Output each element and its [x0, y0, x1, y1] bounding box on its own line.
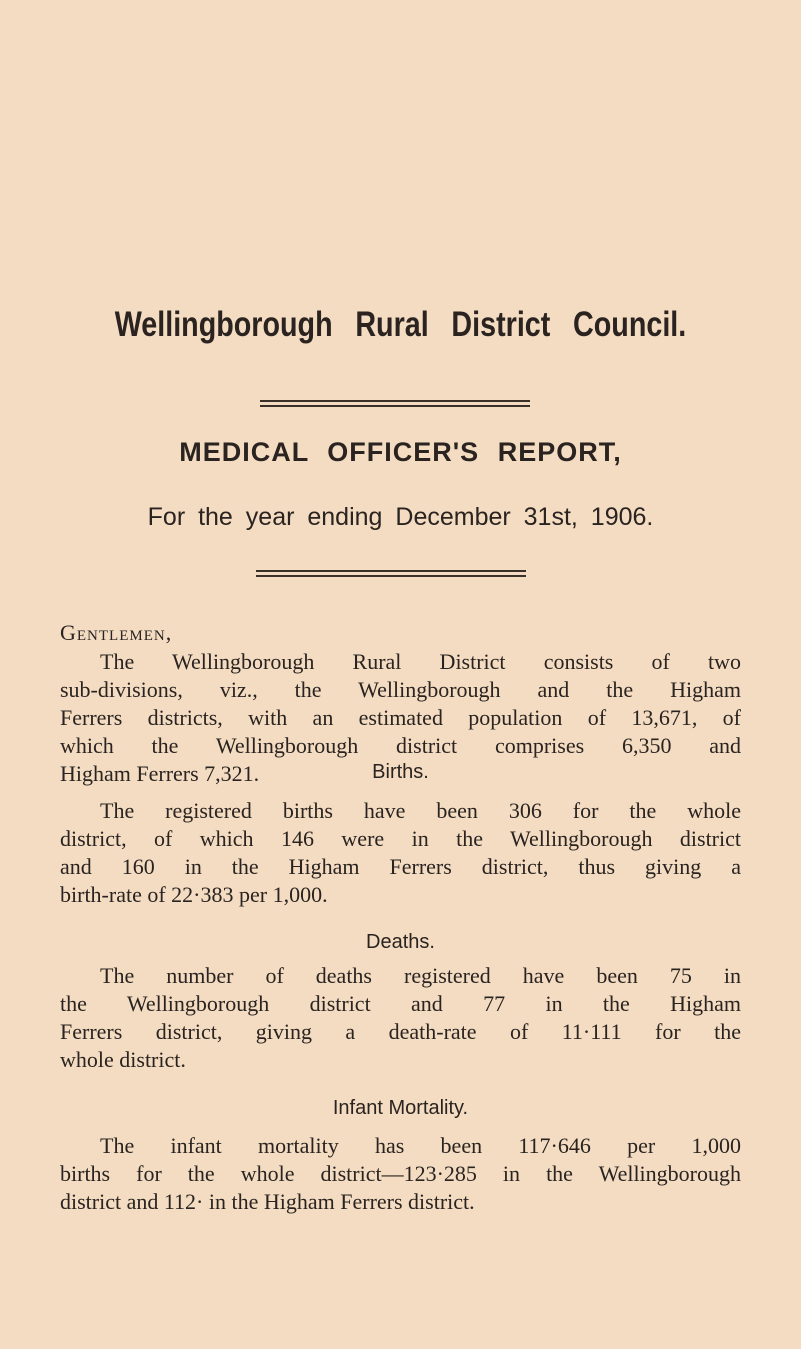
deaths-paragraph: [60, 962, 741, 1074]
salutation: Gentlemen,: [60, 620, 173, 645]
text-line: The registered births have been 306 for the whole: [100, 798, 741, 823]
text-line: which the Wellingborough district comprises 6,350 and: [60, 733, 741, 758]
text-line: The infant mortality has been 117·646 per 1,000: [100, 1133, 741, 1158]
text-line: The number of deaths registered have been 75 in: [100, 963, 741, 988]
text-line: and 160 in the Higham Ferrers district, thus giving a: [60, 854, 741, 879]
births-paragraph: [60, 797, 741, 909]
divider-bottom: [256, 570, 526, 577]
text-line: Higham Ferrers 7,321.: [60, 761, 260, 786]
text-line: district and 112· in the Higham Ferrers district.: [60, 1189, 475, 1214]
text-line: The Wellingborough Rural District consists of two: [100, 649, 741, 674]
report-title: MEDICAL OFFICER'S REPORT,: [179, 437, 622, 467]
text-line: sub-divisions, viz., the Wellingborough and the Higham: [60, 677, 741, 702]
text-line: whole district.: [60, 1047, 186, 1072]
text-line: birth-rate of 22·383 per 1,000.: [60, 882, 328, 907]
report-subtitle: For the year ending December 31st, 1906.: [147, 503, 654, 531]
council-title: Wellingborough Rural District Council.: [114, 305, 687, 344]
deaths-heading: Deaths.: [366, 931, 435, 953]
text-line: Ferrers district, giving a death-rate of 11·111 for the: [60, 1019, 741, 1044]
births-heading: Births.: [372, 761, 429, 783]
text-line: Ferrers districts, with an estimated population of 13,671, of: [60, 705, 741, 730]
text-line: births for the whole district—123·285 in the Wellingborough: [60, 1161, 741, 1186]
infant-mortality-heading: Infant Mortality.: [332, 1097, 469, 1119]
text-line: district, of which 146 were in the Wellingborough district: [60, 826, 741, 851]
infant-mortality-paragraph: [60, 1132, 741, 1216]
divider-top: [260, 400, 530, 407]
text-line: the Wellingborough district and 77 in the Higham: [60, 991, 741, 1016]
